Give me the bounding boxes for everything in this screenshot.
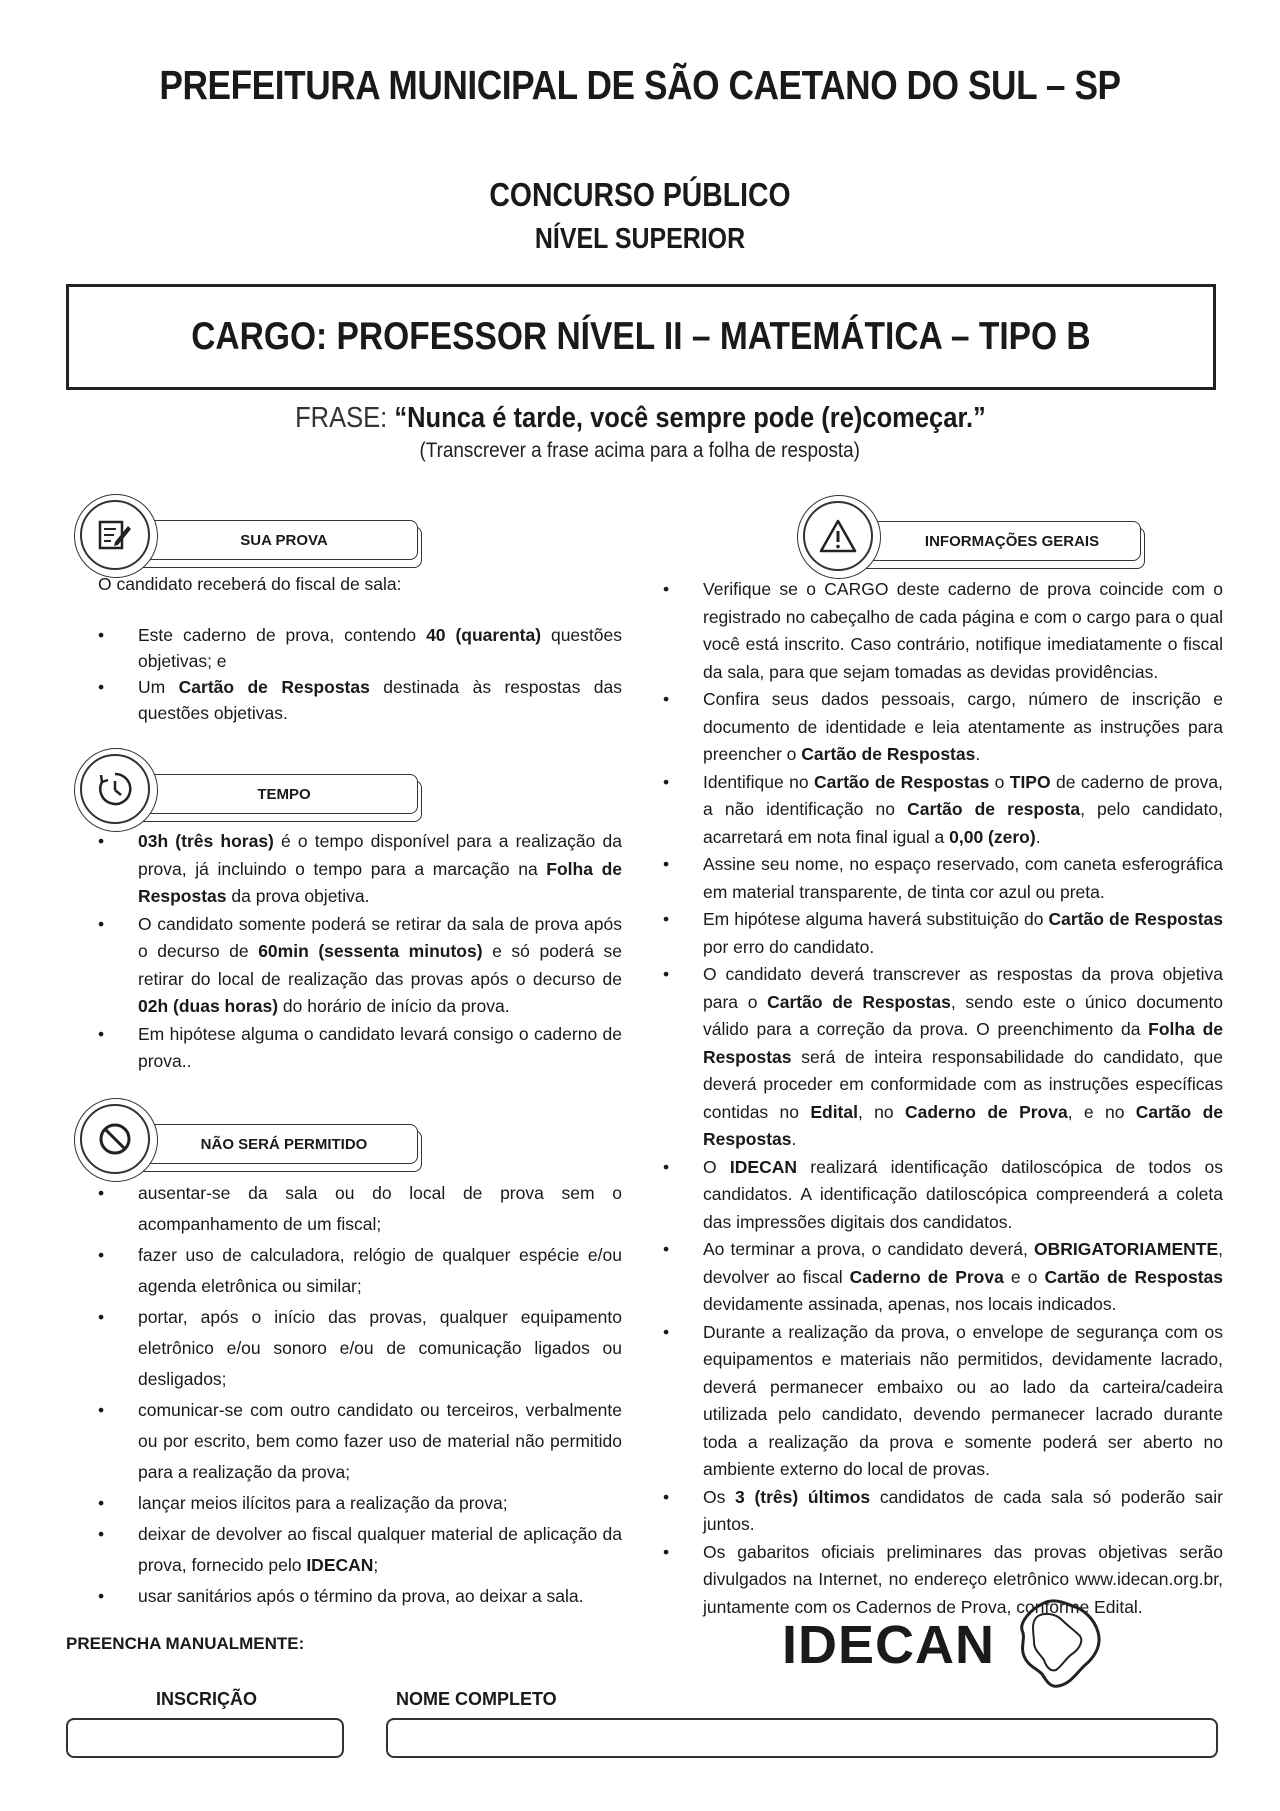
bullet: • [663,964,670,984]
bullet: • [663,1541,670,1562]
nome-completo-field[interactable] [386,1718,1218,1758]
brazil-map-icon [1012,1596,1104,1692]
text: Verifique se o CARGO deste caderno de prova coincide com o registrado no cabeçalho de cada página e com o cargo para o qual você está inscrito. Caso contrário, notifique imediatamente o fiscal da sala, para que sejam tomadas as devidas providências. [703,579,1223,682]
clock-icon [80,754,150,824]
bold-text: 0,00 (zero) [949,826,1036,847]
nao-permitido-item [98,1395,622,1488]
bullet: • [98,1400,105,1420]
text: de caderno de prova, a não identificação no [703,771,1224,819]
text: realizará identificação datiloscópica de todos os candidatos. A identificação datiloscópica compreenderá a coleta das impressões digitais dos candidatos. [703,1156,1224,1232]
nao-permitido-item [98,1519,622,1581]
frase-label: FRASE: [294,402,387,434]
text: . [975,744,981,764]
bold-text: Cartão de Respostas [178,677,370,697]
nao-permitido-list [98,1178,622,1612]
frase-note [0,439,1280,463]
bullet: • [98,1307,105,1327]
text: . [791,1129,797,1149]
bold-text: Caderno de Prova [849,1266,1004,1287]
cargo-box [66,284,1216,390]
informacoes-item [663,769,1223,852]
frase-note-text: (Transcrever a frase acima para a folha de resposta) [419,439,861,462]
nao-permitido-item [98,1302,622,1395]
idecan-logo-text: IDECAN [782,1615,996,1675]
tempo-item [98,911,622,1021]
text: O candidato somente poderá se retirar da sala de prova após o decurso de [138,913,622,961]
text: devidamente assinada, apenas, nos locais indicados. [703,1294,1117,1314]
bold-text: Cartão de Respostas [1048,909,1223,929]
warning-icon [803,501,873,571]
concurso-heading: CONCURSO PÚBLICO [489,176,791,213]
nome-label: NOME COMPLETO [396,1689,557,1709]
bullet: • [663,1321,670,1342]
nao-permitido-item [98,1581,622,1612]
bullet: • [663,1486,670,1507]
bold-text: IDECAN [729,1156,797,1177]
nao-permitido-item [98,1240,622,1302]
bullet: • [663,579,670,599]
nao-permitido-item [98,1178,622,1240]
text: . [1035,826,1041,847]
text: o [989,771,1010,792]
text: Os gabaritos oficiais preliminares das provas objetivas serão divulgados na Internet, no endereço eletrônico www.idecan.org.br, juntamente com os Cadernos de Prova, conforme Edital. [703,1541,1223,1617]
text: Os [703,1486,736,1507]
text: , no [857,1101,905,1122]
bold-text: 40 (quarenta) [426,625,542,645]
sua-prova-item [98,622,622,674]
bold-text: Caderno de Prova [905,1101,1068,1122]
text: da prova objetiva. [226,886,370,906]
bold-text: TIPO [1009,771,1051,792]
bullet: • [663,771,670,792]
bullet: • [98,831,105,851]
text: Em hipótese alguma haverá substituição do [703,909,1049,929]
tempo-list [98,828,622,1076]
bold-text: Edital [810,1101,858,1122]
nivel-heading: NÍVEL SUPERIOR [534,223,746,255]
text: ausentar-se da sala ou do local de prova sem o acompanhamento de um fiscal; [138,1183,622,1234]
informacoes-item [663,961,1223,1154]
sua-prova-list [98,622,622,726]
text: deixar de devolver ao fiscal qualquer material de aplicação da prova, fornecido pelo [138,1524,622,1575]
informacoes-item [663,576,1223,686]
bold-text: Folha de Respostas [703,1019,1223,1067]
bold-text: Cartão de Respostas [703,1101,1223,1149]
bullet: • [98,625,105,645]
bullet: • [663,909,670,929]
tempo-title: TEMPO [110,774,418,814]
informacoes-item [663,1319,1223,1484]
text: comunicar-se com outro candidato ou terceiros, verbalmente ou por escrito, bem como fazer uso de material não permitido para a realização da prova; [138,1400,622,1482]
tempo-item [98,828,622,911]
bold-text: 60min (sessenta minutos) [258,941,483,961]
informacoes-title: INFORMAÇÕES GERAIS [833,521,1141,561]
text: Em hipótese alguma o candidato levará consigo o caderno de prova.. [138,1023,622,1071]
bullet: • [98,1586,105,1606]
bold-text: IDECAN [306,1555,374,1575]
text: Durante a realização da prova, o envelope de segurança com os equipamentos e materiais não permitidos, devidamente lacrado, deverá permanecer embaixo ou ao lado da carteira/cadeira utilizada pelo candidato, devendo permanecer lacrado durante toda a realização da prova e somente poderá ser aberto no ambiente externo do local de provas. [703,1321,1223,1479]
text: é o tempo disponível para a realização da prova, já incluindo o tempo para a marcação na [138,831,622,879]
text: questões objetivas; e [138,625,622,671]
bullet: • [98,1183,105,1203]
bold-text: Cartão de resposta [907,799,1081,819]
sua-prova-title: SUA PROVA [110,520,418,560]
text: e só poderá se retirar do local de realização das provas após o decurso de [138,941,623,989]
text: Confira seus dados pessoais, cargo, número de inscrição e documento de identidade e leia atentamente as instruções para preencher o [703,689,1223,764]
edit-icon [80,500,150,570]
text: será de inteira responsabilidade do candidato, que deverá proceder em conformidade com as instruções específicas contidas no [703,1046,1223,1122]
bullet: • [663,854,670,874]
bullet: • [98,1245,105,1265]
text: e o [1003,1266,1045,1287]
informacoes-item [663,686,1223,769]
text: candidatos de cada sala só poderão sair juntos. [703,1486,1223,1534]
inscricao-field[interactable] [66,1718,344,1758]
bullet: • [98,1524,105,1544]
bullet: • [98,1023,105,1044]
prohibited-icon [80,1104,150,1174]
bold-text: OBRIGATORIAMENTE [1034,1239,1219,1259]
informacoes-item [663,906,1223,961]
informacoes-item [663,1484,1223,1539]
bullet: • [663,1156,670,1177]
text: portar, após o início das provas, qualquer equipamento eletrônico e/ou sonoro e/ou de comunicação ligados ou desligados; [138,1307,622,1389]
text: fazer uso de calculadora, relógio de qualquer espécie e/ou agenda eletrônica ou similar; [138,1245,622,1296]
tempo-item [98,1021,622,1076]
preencha-label: PREENCHA MANUALMENTE: [66,1634,305,1653]
bold-text: Cartão de Respostas [801,744,976,764]
text: O candidato deverá transcrever as respostas da prova objetiva para o [703,964,1223,1012]
nao-permitido-item [98,1488,622,1519]
text: , sendo este o único documento válido para a correção da prova. O preenchimento da [703,991,1223,1039]
bullet: • [98,1493,105,1513]
bold-text: Cartão de Respostas [767,991,951,1012]
text: Este caderno de prova, contendo [138,625,427,645]
text: destinada às respostas das questões objetivas. [138,677,622,723]
informacoes-item [663,1236,1223,1319]
informacoes-list [663,576,1223,1621]
text: Assine seu nome, no espaço reservado, com caneta esferográfica em material transparente, de tinta cor azul ou preta. [703,854,1223,902]
bold-text: Cartão de Respostas [814,771,990,792]
sua-prova-intro: O candidato receberá do fiscal de sala: [98,574,402,594]
text: por erro do candidato. [703,936,875,957]
frase-text: “Nunca é tarde, você sempre pode (re)começar.” [393,402,986,434]
text: Ao terminar a prova, o candidato deverá, [703,1239,1035,1259]
bullet: • [663,1239,670,1259]
informacoes-item [663,851,1223,906]
sua-prova-item [98,674,622,726]
bullet: • [663,689,670,709]
nao-permitido-title: NÃO SERÁ PERMITIDO [110,1124,418,1164]
page-title: PREFEITURA MUNICIPAL DE SÃO CAETANO DO SUL – SP [159,62,1121,108]
informacoes-item [663,1154,1223,1237]
bold-text: 02h (duas horas) [138,996,279,1016]
frase-line [0,402,1280,435]
bold-text: 3 (três) últimos [735,1486,871,1507]
inscricao-label: INSCRIÇÃO [156,1689,258,1709]
text: Identifique no [703,771,815,792]
informacoes-item [663,1539,1223,1622]
bullet: • [98,913,105,934]
cargo-text: CARGO: PROFESSOR NÍVEL II – MATEMÁTICA – TIPO B [191,315,1091,358]
text: Um [138,677,179,697]
text: , devolver ao fiscal [703,1239,1223,1287]
text: ; [373,1555,379,1575]
text: do horário de início da prova. [278,996,510,1016]
text: , e no [1067,1101,1136,1122]
bullet: • [98,677,105,697]
bold-text: Folha de Respostas [138,858,622,906]
text: , pelo candidato, acarretará em nota final igual a [703,799,1223,847]
text: O [703,1156,730,1177]
text: lançar meios ilícitos para a realização da prova; [138,1493,508,1513]
bold-text: Cartão de Respostas [1044,1266,1223,1287]
bold-text: 03h (três horas) [138,831,274,851]
text: usar sanitários após o término da prova, ao deixar a sala. [138,1586,584,1606]
